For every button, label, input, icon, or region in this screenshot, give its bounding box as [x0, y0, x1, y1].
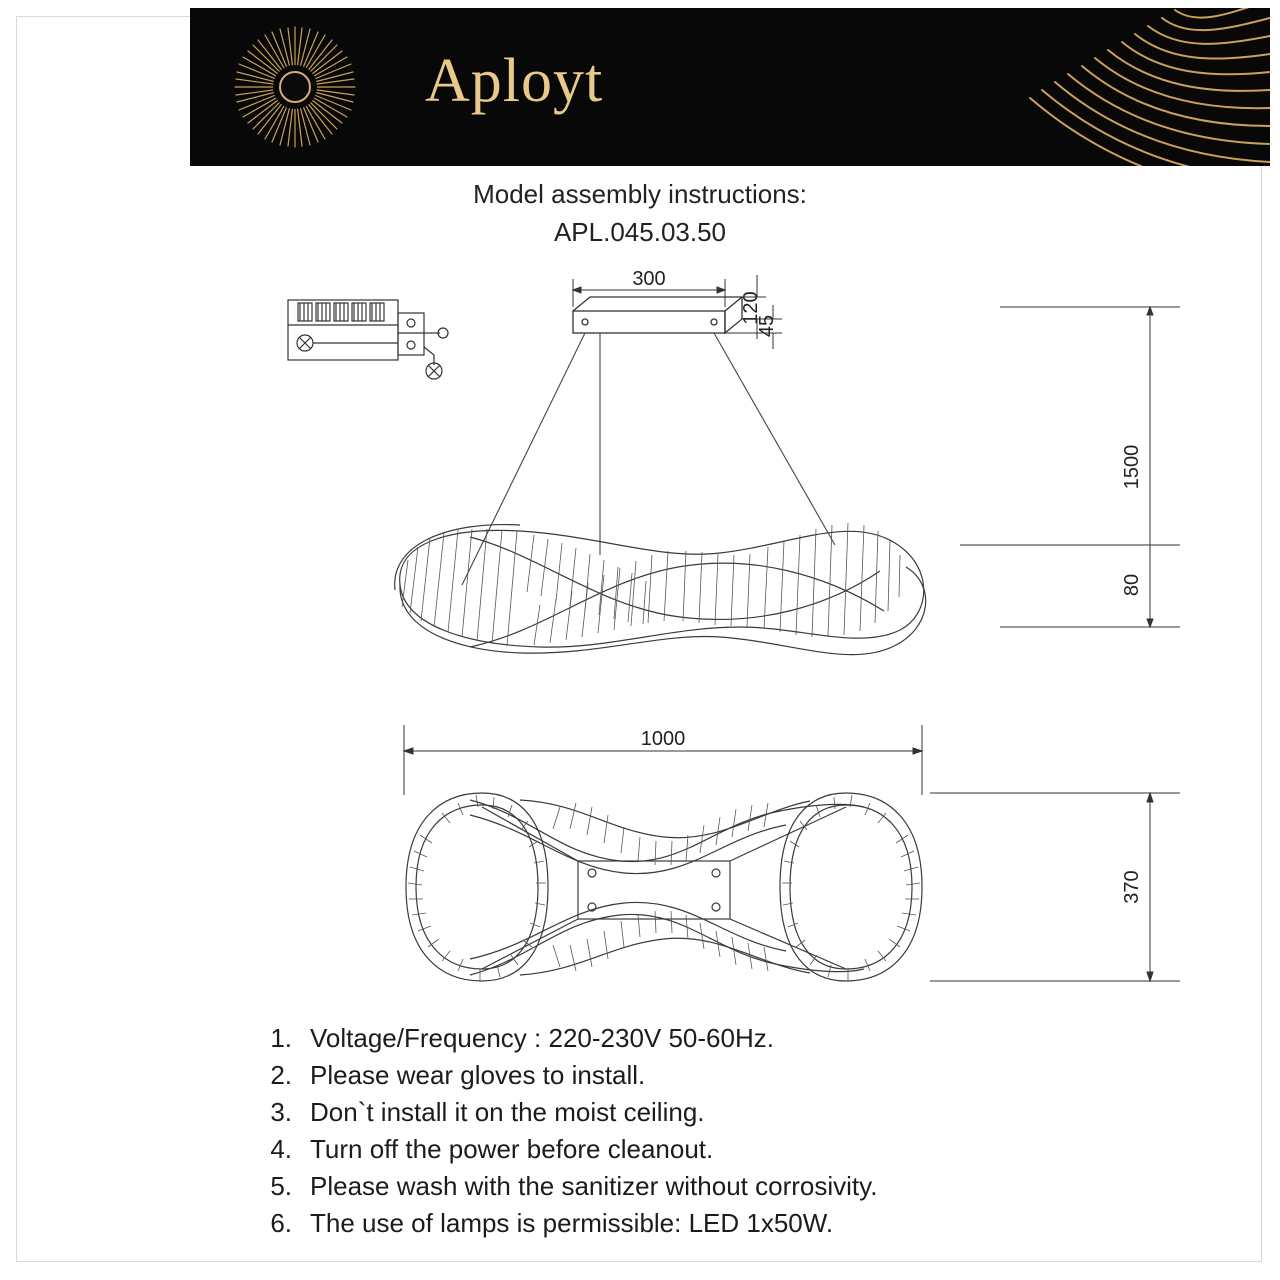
dimension-label-1000: 1000 [640, 728, 686, 750]
dimension-label-120: 120 [740, 291, 762, 325]
list-item-text: Please wear gloves to install. [310, 1060, 646, 1090]
list-item [250, 1168, 1210, 1205]
list-item [250, 1094, 1210, 1131]
title-line-1: Model assembly instructions: [473, 179, 807, 209]
list-item [250, 1131, 1210, 1168]
radiating-rays-icon [850, 8, 1270, 166]
list-item-number: 6. [270, 1208, 292, 1238]
dimension-label-300: 300 [632, 268, 666, 290]
canopy-front [573, 297, 742, 333]
list-item-text: The use of lamps is permissible: LED 1x50W. [310, 1208, 834, 1238]
list-item-number: 3. [270, 1097, 292, 1127]
instructions-list [250, 1020, 1210, 1242]
list-item-text: Don`t install it on the moist ceiling. [310, 1097, 705, 1127]
list-item-text: Please wash with the sanitizer without corrosivity. [310, 1171, 878, 1201]
brand-name: Aployt [425, 47, 604, 115]
list-item [250, 1205, 1210, 1242]
dimension-ring-height [960, 545, 1180, 627]
model-code: APL.045.03.50 [553, 217, 727, 247]
brand-header [190, 8, 1270, 166]
sunburst-rays-icon [232, 24, 358, 150]
dimension-drop-height [1000, 307, 1180, 627]
dimension-label-1500: 1500 [1121, 444, 1143, 490]
dimension-label-45: 45 [756, 314, 778, 338]
lamp-top-view [406, 793, 922, 981]
list-item-number: 4. [270, 1134, 292, 1164]
list-item-number: 5. [270, 1171, 292, 1201]
list-item-number: 2. [270, 1060, 292, 1090]
technical-drawing [0, 255, 1280, 995]
dimension-label-80: 80 [1121, 573, 1143, 597]
list-item [250, 1020, 1210, 1057]
lamp-front-view [395, 523, 926, 655]
suspension-cables [462, 333, 835, 585]
list-item [250, 1057, 1210, 1094]
wiring-terminal-block-icon [288, 300, 448, 379]
list-item-number: 1. [270, 1023, 292, 1053]
list-item-text: Turn off the power before cleanout. [310, 1134, 714, 1164]
dimension-label-370: 370 [1121, 870, 1143, 904]
list-item-text: Voltage/Frequency : 220-230V 50-60Hz. [310, 1023, 774, 1053]
page-title [0, 175, 1280, 251]
